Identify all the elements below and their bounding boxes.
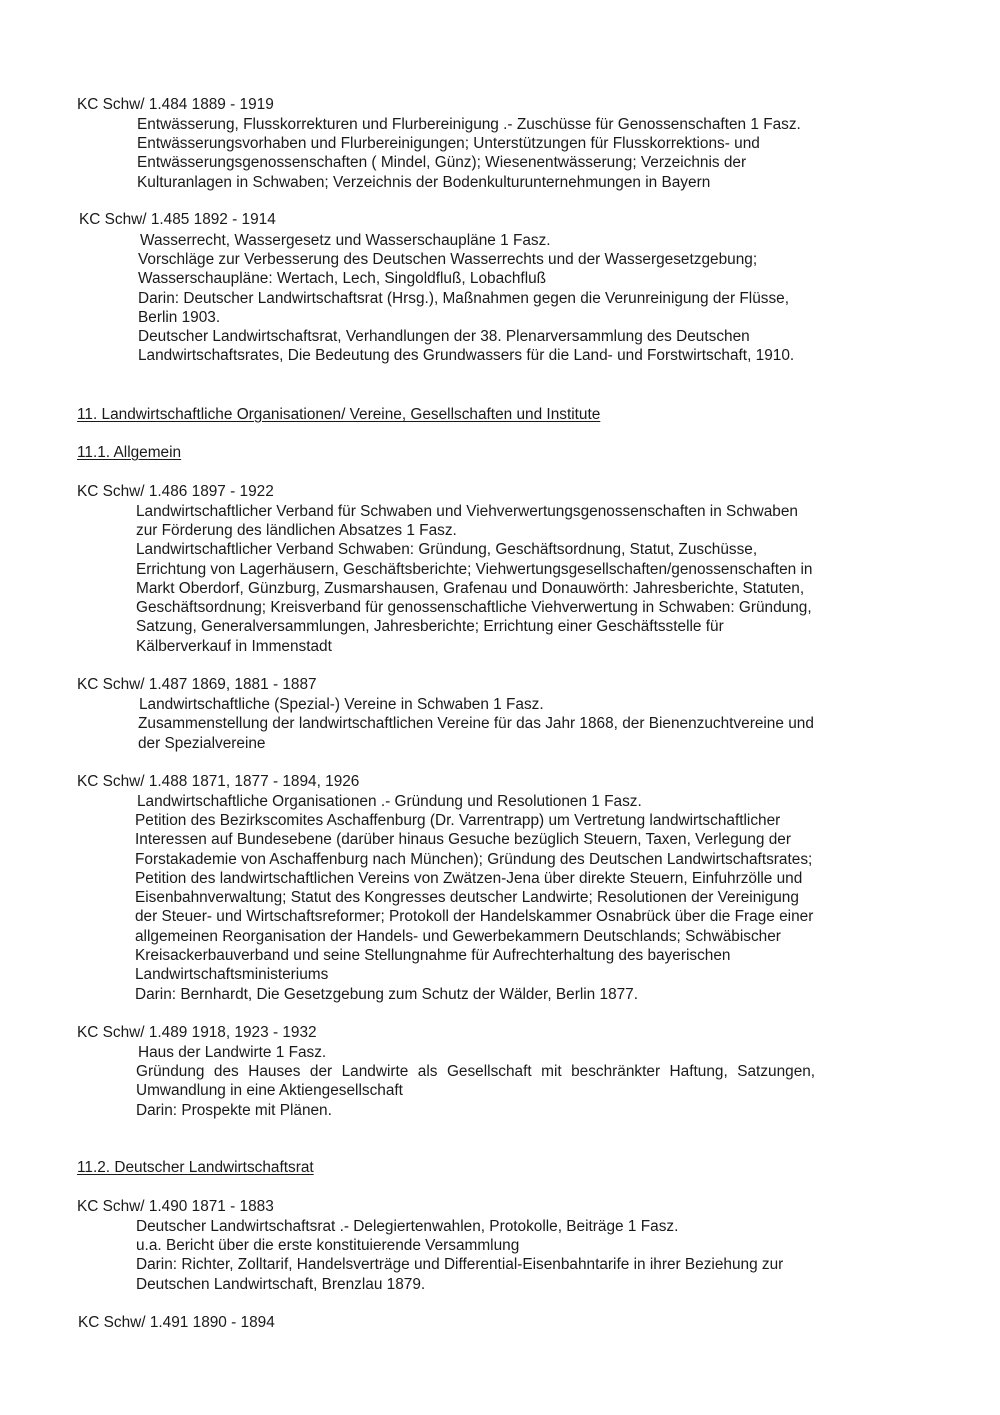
entry-desc-line: Umwandlung in eine Aktiengesellschaft [136, 1082, 403, 1099]
entry-desc-line: Entwässerungsgenossenschaften ( Mindel, Günz); Wiesenentwässerung; Verzeichnis der [137, 154, 747, 171]
entry-id: KC Schw/ 1.490 1871 - 1883 [77, 1198, 274, 1215]
entry-id: KC Schw/ 1.486 1897 - 1922 [77, 483, 274, 500]
entry-id: KC Schw/ 1.489 1918, 1923 - 1932 [77, 1024, 317, 1041]
entry-desc-line: Wasserschaupläne: Wertach, Lech, Singoldfluß, Lobachfluß [138, 270, 547, 287]
entry-desc-line: u.a. Bericht über die erste konstituierende Versammlung [136, 1237, 520, 1254]
entry-title: Haus der Landwirte 1 Fasz. [138, 1044, 327, 1061]
entry-desc-line: Interessen auf Bundesebene (darüber hinaus Gesuche bezüglich Steuern, Taxen, Verlegung der [135, 831, 791, 848]
entry-desc-line: Darin: Richter, Zolltarif, Handelsverträge und Differential-Eisenbahntarife in ihrer Beziehung zur [136, 1256, 784, 1273]
entry-desc-line: Landwirtschaftsministeriums [135, 966, 329, 983]
entry-title: Landwirtschaftlicher Verband für Schwaben und Viehverwertungsgenossenschaften in Schwaben [136, 503, 798, 520]
entry-desc-line: Kreisackerbauverband und seine Stellungnahme für Aufrechterhaltung des bayerischen [135, 947, 731, 964]
entry-title: Deutscher Landwirtschaftsrat .- Delegiertenwahlen, Protokolle, Beiträge 1 Fasz. [136, 1218, 679, 1235]
entry-desc-line: allgemeinen Reorganisation der Handels- und Gewerbekammern Deutschlands; Schwäbischer [135, 928, 781, 945]
entry-desc-line: Petition des landwirtschaftlichen Vereins von Zwätzen-Jena über direkte Steuern, Einfuhrzölle und [135, 870, 803, 887]
entry-title: Wasserrecht, Wassergesetz und Wasserschaupläne 1 Fasz. [140, 232, 551, 249]
section-heading-11: 11. Landwirtschaftliche Organisationen/ Vereine, Gesellschaften und Institute [77, 406, 601, 423]
entry-desc-line: Darin: Prospekte mit Plänen. [136, 1102, 332, 1119]
entry-desc-line: Kälberverkauf in Immenstadt [136, 638, 332, 655]
entry-title: Landwirtschaftliche (Spezial-) Vereine in Schwaben 1 Fasz. [139, 696, 544, 713]
entry-id: KC Schw/ 1.485 1892 - 1914 [79, 211, 276, 228]
entry-desc-line: Kulturanlagen in Schwaben; Verzeichnis der Bodenkulturunternehmungen in Bayern [137, 174, 711, 191]
entry-id: KC Schw/ 1.491 1890 - 1894 [78, 1314, 275, 1331]
entry-desc-line: Markt Oberdorf, Günzburg, Zusmarshausen, Grafenau und Donauwörth: Jahresberichte, Statuten, [136, 580, 805, 597]
entry-desc-line: Zusammenstellung der landwirtschaftlichen Vereine für das Jahr 1868, der Bienenzuchtvereine und [138, 715, 814, 732]
entry-desc-line: der Spezialvereine [138, 735, 266, 752]
entry-title: Entwässerung, Flusskorrekturen und Flurbereinigung .- Zuschüsse für Genossenschaften 1 Fasz. [137, 116, 801, 133]
entry-title: Landwirtschaftliche Organisationen .- Gründung und Resolutionen 1 Fasz. [137, 793, 642, 810]
entry-desc-line: Forstakademie von Aschaffenburg nach München); Gründung des Deutschen Landwirtschaftsrates; [135, 851, 813, 868]
entry-desc-line: Entwässerungsvorhaben und Flurbereinigungen; Unterstützungen für Flusskorrektions- und [137, 135, 760, 152]
entry-desc-line: Deutscher Landwirtschaftsrat, Verhandlungen der 38. Plenarversammlung des Deutschen [138, 328, 750, 345]
section-heading-11-1: 11.1. Allgemein [77, 444, 182, 461]
entry-desc-line: der Steuer- und Wirtschaftsreformer; Protokoll der Handelskammer Osnabrück über die Frage einer [135, 908, 814, 925]
entry-desc-line: zur Förderung des ländlichen Absatzes 1 Fasz. [136, 522, 457, 539]
entry-desc-line: Darin: Deutscher Landwirtschaftsrat (Hrsg.), Maßnahmen gegen die Verunreinigung der Flüsse, [138, 290, 789, 307]
entry-desc-line: Satzung, Generalversammlungen, Jahresberichte; Errichtung einer Geschäftsstelle für [136, 618, 724, 635]
entry-desc-line: Geschäftsordnung; Kreisverband für genossenschaftliche Viehverwertung in Schwaben: Gründung, [136, 599, 812, 616]
entry-desc-line: Landwirtschaftsrates, Die Bedeutung des Grundwassers für die Land- und Forstwirtschaft, 1910. [138, 347, 795, 364]
entry-desc-line: Deutschen Landwirtschaft, Brenzlau 1879. [136, 1276, 426, 1293]
entry-desc-line: Berlin 1903. [138, 309, 221, 326]
entry-desc-line: Errichtung von Lagerhäusern, Geschäftsberichte; Viehwertungsgesellschaften/genossenschaften in [136, 561, 813, 578]
entry-desc-line: Gründung des Hauses der Landwirte als Gesellschaft mit beschränkter Haftung, Satzungen, [136, 1063, 816, 1080]
entry-id: KC Schw/ 1.484 1889 - 1919 [77, 96, 274, 113]
entry-desc-line: Landwirtschaftlicher Verband Schwaben: Gründung, Geschäftsordnung, Statut, Zuschüsse, [136, 541, 758, 558]
entry-id: KC Schw/ 1.487 1869, 1881 - 1887 [77, 676, 317, 693]
entry-desc-line: Petition des Bezirkscomites Aschaffenburg (Dr. Varrentrapp) um Vertretung landwirtschaftlicher [135, 812, 781, 829]
entry-id: KC Schw/ 1.488 1871, 1877 - 1894, 1926 [77, 773, 360, 790]
entry-desc-line: Eisenbahnverwaltung; Statut des Kongresses deutscher Landwirte; Resolutionen der Vereinigung [135, 889, 799, 906]
section-heading-11-2: 11.2. Deutscher Landwirtschaftsrat [77, 1159, 314, 1176]
entry-desc-line: Darin: Bernhardt, Die Gesetzgebung zum Schutz der Wälder, Berlin 1877. [135, 986, 639, 1003]
entry-desc-line: Vorschläge zur Verbesserung des Deutschen Wasserrechts und der Wassergesetzgebung; [138, 251, 758, 268]
